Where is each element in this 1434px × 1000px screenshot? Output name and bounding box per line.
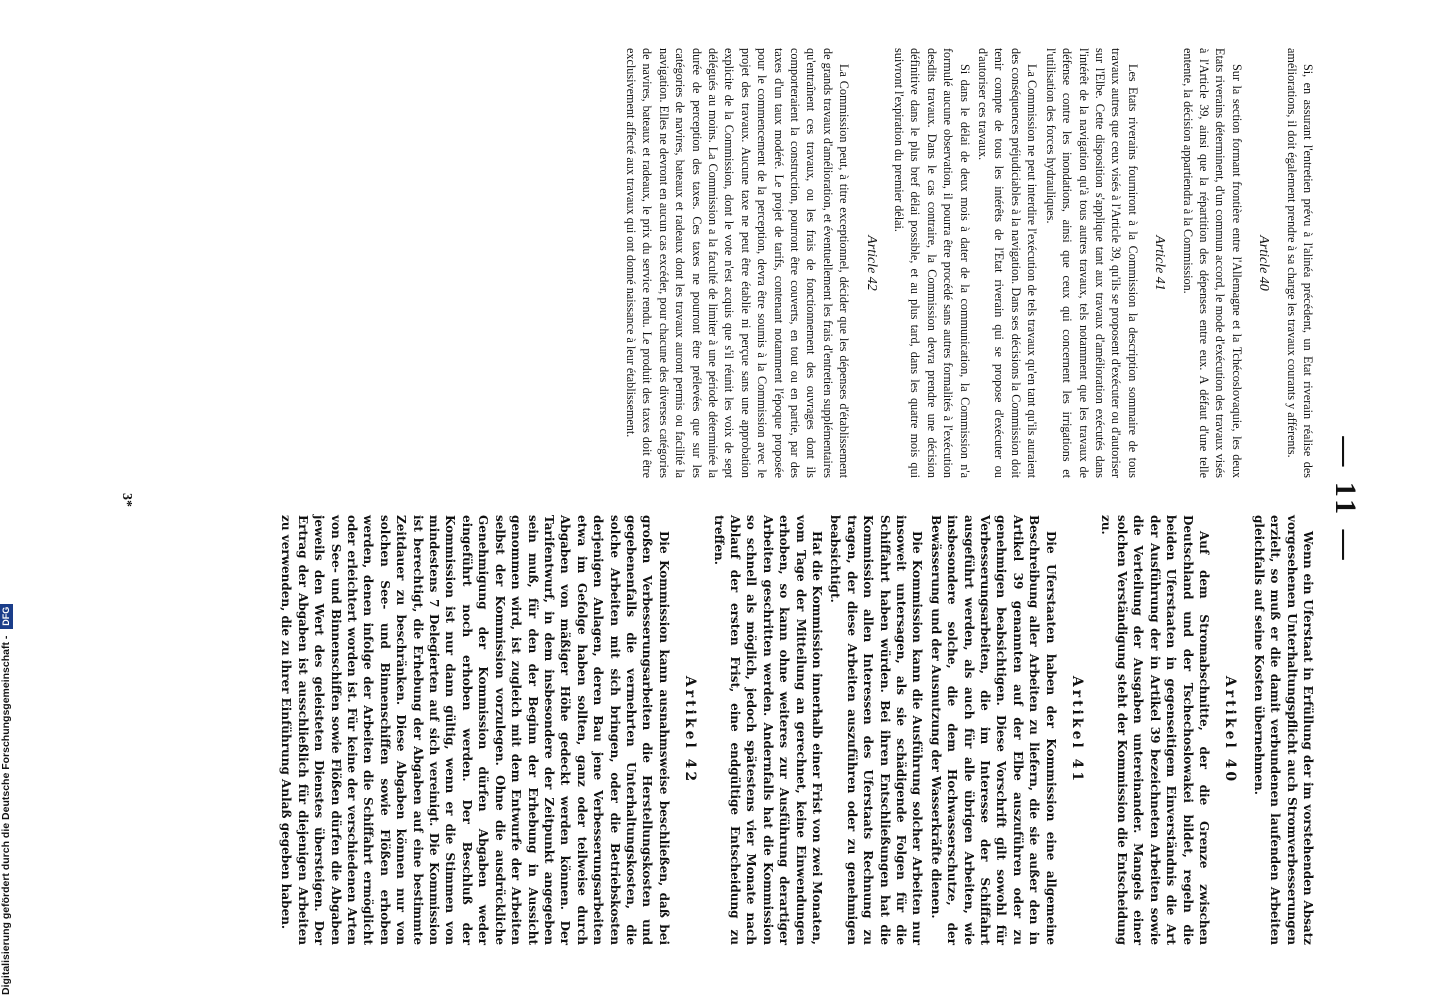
german-column: [276, 515, 1316, 945]
german-article-41-text-3: Hat die Kommission innerhalb einer Frist von zwei Monaten, vom Tage der Mitteilung an gerechnet, keine Einwendungen erhoben, so kann ohne weiteres zur Ausführung derartiger Arbeiten geschritten werden. Andernfalls hat die Kommission so schnell als möglich, jedoch spätestens vier Monate nach Ablauf der ersten Frist, eine endgültige Entscheidung zu treffen.: [711, 515, 825, 945]
french-article-41-text-2: La Commission ne peut interdire l'exécution de tels travaux qu'en tant qu'ils auraient des conséquences préjudiciables à la navigation. Dans ses décisions la Commission doit tenir compte de tous les intérêts de l'Etat riverain qui se propose d'exécuter ou d'autoriser ces travaux.: [976, 48, 1040, 478]
german-article-41-title: Artikel 41: [1069, 675, 1086, 785]
digitization-credit-text: Digitalisierung gefördert durch die Deutsche Forschungsgemeinschaft -: [0, 635, 12, 995]
french-article-40-title: Article 40: [1256, 235, 1272, 291]
german-article-40-title: Artikel 40: [1222, 675, 1239, 785]
french-article-42-text: La Commission peut, à titre exceptionnel, décider que les dépenses d'établissement de grands travaux d'amélioration, et éventuellement les frais d'entretien supplémentaires qu'entraînent ces travaux, ou les frais de fonctionnement des ouvrages dont ils comporteraient la construction, pourront être couverts, en tout ou en partie, par des taxes d'un taux modéré. Le projet de tarifs, contenant notamment l'époque proposée pour le commencement de la perception, devra être soumis à la Commission avec le projet des travaux. Aucune taxe ne peut être établie ni perçue sans une approbation explicite de la Commission, dont le vote n'est acquis que s'il réunit les voix de sept délégués au moins. La Commission a la faculté de limiter à une période déterminée la durée de perception des taxes. Ces taxes ne pourront être prélevées que sur les catégories de navires, bateaux et radeaux dont les travaux auront permis ou facilité la navigation. Elles ne devront en aucun cas excéder, pour chacune des diverses catégories de navires, bateaux et radeaux, le prix du service rendu. Le produit des taxes doit être exclusivement affecté aux travaux qui ont donné naissance à leur établissement.: [623, 48, 852, 478]
french-article-42-title: Article 42: [863, 235, 879, 291]
german-article-42-text: Die Kommission kann ausnahmsweise beschließen, daß bei großen Verbesserungsarbeiten die Herstellungskosten und gegebenenfalls die vermehrten Unterhaltungskosten, die solche Arbeiten mit sich bringen, oder die Betriebskosten derjenigen Anlagen, deren Bau jene Verbesserungsarbeiten etwa im Gefolge haben sollten, ganz oder teilweise durch Abgaben von mäßiger Höhe gedeckt werden können. Der Tarifentwurf, in dem insbesondere der Zeitpunkt angegeben sein muß, für den der Beginn der Erhebung in Aussicht genommen wird, ist zugleich mit dem Entwurfe der Arbeiten selbst der Kommission vorzulegen. Ohne die ausdrückliche Genehmigung der Kommission dürfen Abgaben weder eingeführt noch erhoben werden. Der Beschluß der Kommission ist nur dann gültig, wenn er die Stimmen von mindestens 7 Delegierten auf sich vereinigt. Die Kommission ist berechtigt, die Erhebung der Abgaben auf eine bestimmte Zeitdauer zu beschränken. Diese Abgaben können nur von solchen See- und Binnenschiffen sowie Flößen erhoben werden, denen infolge der Arbeiten die Schiffahrt ermöglicht oder erleichtert worden ist. Für keine der verschiedenen Arten von See- und Binnenschiffen sowie Flößen dürfen die Abgaben jeweils den Wert des geleisteten Dienstes übersteigen. Der Ertrag der Abgaben ist ausschließlich für diejenigen Arbeiten zu verwenden, die zu ihrer Einführung Anlaß gegeben haben.: [279, 515, 671, 945]
german-article-41-text-2: Die Kommission kann die Ausführung solcher Arbeiten nur insoweit untersagen, als sie schädigende Folgen für die Schiffahrt haben würden. Bei ihren Entschließungen hat die Kommission allen Interessen des Uferstaats Rechnung zu tragen, der diese Arbeiten auszuführen oder zu genehmigen beabsichtigt.: [828, 515, 925, 945]
german-intro: Wenn ein Uferstaat in Erfüllung der im vorstehenden Absatz vorgesehenen Unterhaltungspflicht auch Stromverbesserungen erzielt, so muß er die damit verbundenen laufenden Arbeiten gleichfalls auf seine Kosten übernehmen.: [1251, 515, 1315, 945]
german-article-42-title: Artikel 42: [682, 675, 699, 785]
french-article-41-text-3: Si dans le délai de deux mois à dater de la communication, la Commission n'a formulé aucune observation, il pourra être procédé sans autres formalités à l'exécution desdits travaux. Dans le cas contraire, la Commission devra prendre une décision définitive dans le plus bref délai possible, et au plus tard, dans les quatre mois qui suivront l'expiration du premier délai.: [892, 48, 972, 478]
german-article-41-text-1: Die Uferstaaten haben der Kommission eine allgemeine Beschreibung aller Arbeiten zu liefern, die sie außer den in Artikel 39 genannten auf der Elbe auszuführen oder zu genehmigen beabsichtigen. Diese Vorschrift gilt sowohl für Verbesserungsarbeiten, die im Interesse der Schiffahrt ausgeführt werden, als auch für alle übrigen Arbeiten, wie insbesondere solche, die dem Hochwasserschutze, der Bewässerung und der Ausnutzung der Wasserkräfte dienen.: [928, 515, 1058, 945]
signature-mark: 3*: [119, 493, 134, 507]
french-intro: Si, en assurant l'entretien prévu à l'alinéa précédent, un Etat riverain réalise des améliorations, il doit également prendre à sa charge les travaux courants y afférents.: [1284, 48, 1315, 478]
dfg-logo: DFG: [0, 604, 13, 629]
french-column: [621, 48, 1316, 478]
french-article-40-text: Sur la section formant frontière entre l'Allemagne et la Tchécoslovaquie, les deux Etats riverains déterminent, d'un commun accord, le mode d'exécution des travaux visés à l'Article 39, ainsi que la répartition des dépenses entre eux. A défaut d'une telle entente, la décision appartiendra à la Commission.: [1180, 48, 1244, 478]
digitization-credit: [0, 0, 14, 995]
page-number: — 11 —: [1329, 436, 1362, 564]
french-article-41-text-1: Les Etats riverains fourniront à la Commission la description sommaire de tous travaux autres que ceux visés à l'Article 39, qu'ils se proposent d'exécuter ou d'autoriser sur l'Elbe. Cette disposition s'applique tant aux travaux d'amélioration exécutés dans l'intérêt de la navigation qu'à tous autres travaux, tels notamment que les travaux de défense contre les inondations, ainsi que ceux qui concernent les irrigations et l'utilisation des forces hydrauliques.: [1043, 48, 1140, 478]
french-article-41-title: Article 41: [1152, 235, 1168, 291]
german-article-40-text: Auf dem Stromabschnitte, der die Grenze zwischen Deutschland und der Tschechoslowakei bildet, regeln die beiden Uferstaaten in gegenseitigem Einverständnis die Art der Ausführung der in Artikel 39 bezeichneten Arbeiten sowie die Verteilung der Ausgaben untereinander. Mangels einer solchen Verständigung steht der Kommission die Entscheidung zu.: [1098, 515, 1211, 945]
